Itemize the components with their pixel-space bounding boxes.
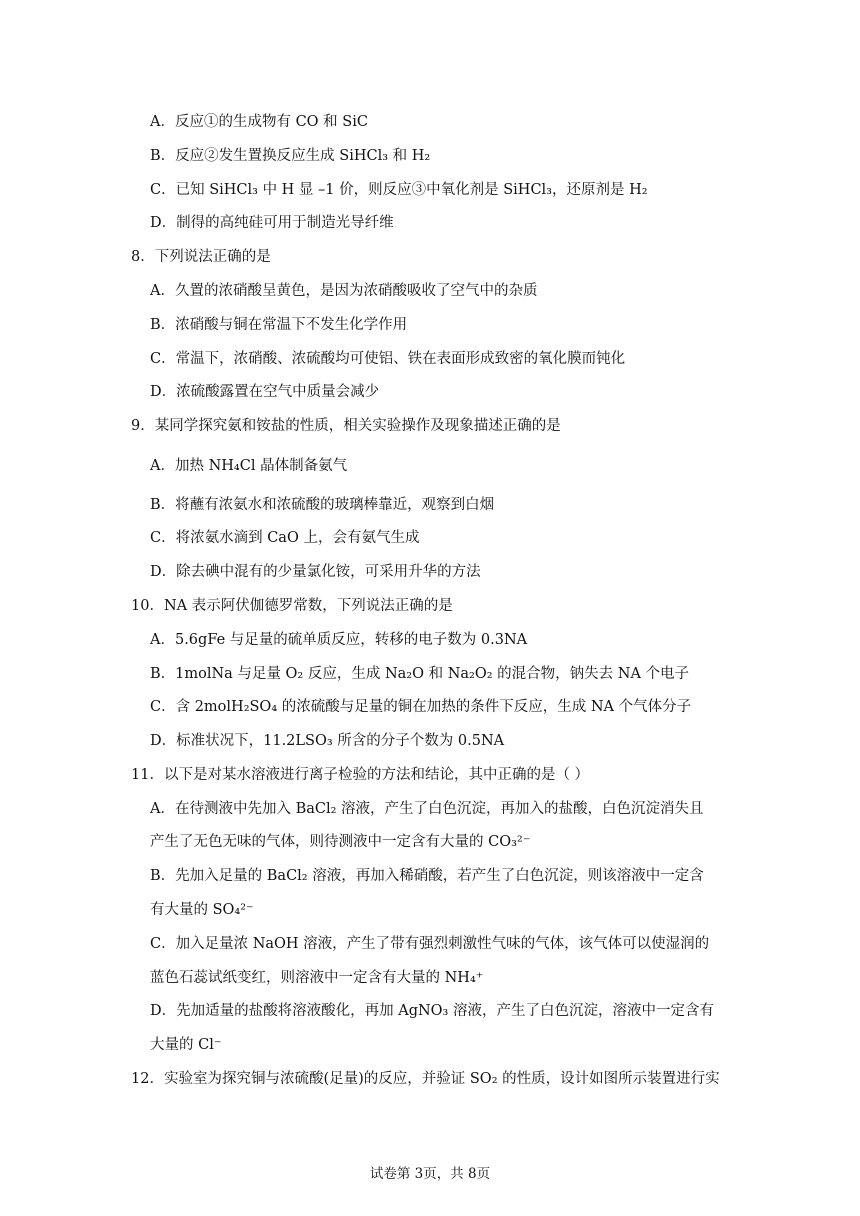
q9-option-d: D．除去碘中混有的少量氯化铵，可采用升华的方法 xyxy=(150,564,481,580)
q10-option-b: B．1molNa 与足量 O₂ 反应，生成 Na₂O 和 Na₂O₂ 的混合物，钠失去 NA 个电子 xyxy=(150,666,690,682)
q9-option-a: A．加热 NH₄Cl 晶体制备氨气 xyxy=(150,458,348,474)
q9-option-b: B．将蘸有浓氨水和浓硫酸的玻璃棒靠近，观察到白烟 xyxy=(150,497,495,513)
q11-option-c-cont: 蓝色石蕊试纸变红，则溶液中一定含有大量的 NH₄⁺ xyxy=(150,970,484,986)
q7-option-c: C．已知 SiHCl₃ 中 H 显 –1 价，则反应③中氧化剂是 SiHCl₃，还原剂是 H₂ xyxy=(150,182,648,198)
q7-option-b: B．反应②发生置换反应生成 SiHCl₃ 和 H₂ xyxy=(150,148,431,164)
q9-option-c: C．将浓氨水滴到 CaO 上，会有氨气生成 xyxy=(150,530,420,546)
q11-option-b-cont: 有大量的 SO₄²⁻ xyxy=(150,902,254,918)
q11-option-d: D．先加适量的盐酸将溶液酸化，再加 AgNO₃ 溶液，产生了白色沉淀，溶液中一定含有 xyxy=(150,1003,714,1019)
q11-option-a-cont: 产生了无色无味的气体，则待测液中一定含有大量的 CO₃²⁻ xyxy=(150,834,531,850)
q8-option-b: B．浓硝酸与铜在常温下不发生化学作用 xyxy=(150,317,408,333)
q11-option-b: B．先加入足量的 BaCl₂ 溶液，再加入稀硝酸，若产生了白色沉淀，则该溶液中一定含 xyxy=(150,868,704,884)
question-8: 8．下列说法正确的是 xyxy=(131,249,271,265)
q10-option-a: A．5.6gFe 与足量的硫单质反应，转移的电子数为 0.3NA xyxy=(150,632,528,648)
question-11: 11．以下是对某水溶液进行离子检验的方法和结论，其中正确的是（ ） xyxy=(131,767,590,783)
q8-option-c: C．常温下，浓硝酸、浓硫酸均可使铝、铁在表面形成致密的氧化膜而钝化 xyxy=(150,351,626,367)
page-footer: 试卷第 3页，共 8页 xyxy=(369,1166,491,1182)
q8-option-d: D．浓硫酸露置在空气中质量会减少 xyxy=(150,384,380,400)
q10-option-c: C．含 2molH₂SO₄ 的浓硫酸与足量的铜在加热的条件下反应，生成 NA 个气体分子 xyxy=(150,699,692,715)
q8-option-a: A．久置的浓硝酸呈黄色，是因为浓硝酸吸收了空气中的杂质 xyxy=(150,283,538,299)
question-10: 10．NA 表示阿伏伽德罗常数，下列说法正确的是 xyxy=(131,598,453,614)
q7-option-a: A．反应①的生成物有 CO 和 SiC xyxy=(150,114,368,130)
q7-option-d: D．制得的高纯硅可用于制造光导纤维 xyxy=(150,215,394,231)
q11-option-a: A．在待测液中先加入 BaCl₂ 溶液，产生了白色沉淀，再加入的盐酸，白色沉淀消失且 xyxy=(150,801,704,817)
question-12: 12．实验室为探究铜与浓硫酸(足量)的反应，并验证 SO₂ 的性质，设计如图所示装置进行实 xyxy=(131,1071,720,1087)
question-9: 9．某同学探究氨和铵盐的性质，相关实验操作及现象描述正确的是 xyxy=(131,418,561,434)
q11-option-c: C．加入足量浓 NaOH 溶液，产生了带有强烈刺激性气味的气体，该气体可以使湿润的 xyxy=(150,936,710,952)
q10-option-d: D．标准状况下，11.2LSO₃ 所含的分子个数为 0.5NA xyxy=(150,733,505,749)
q11-option-d-cont: 大量的 Cl⁻ xyxy=(150,1037,222,1053)
